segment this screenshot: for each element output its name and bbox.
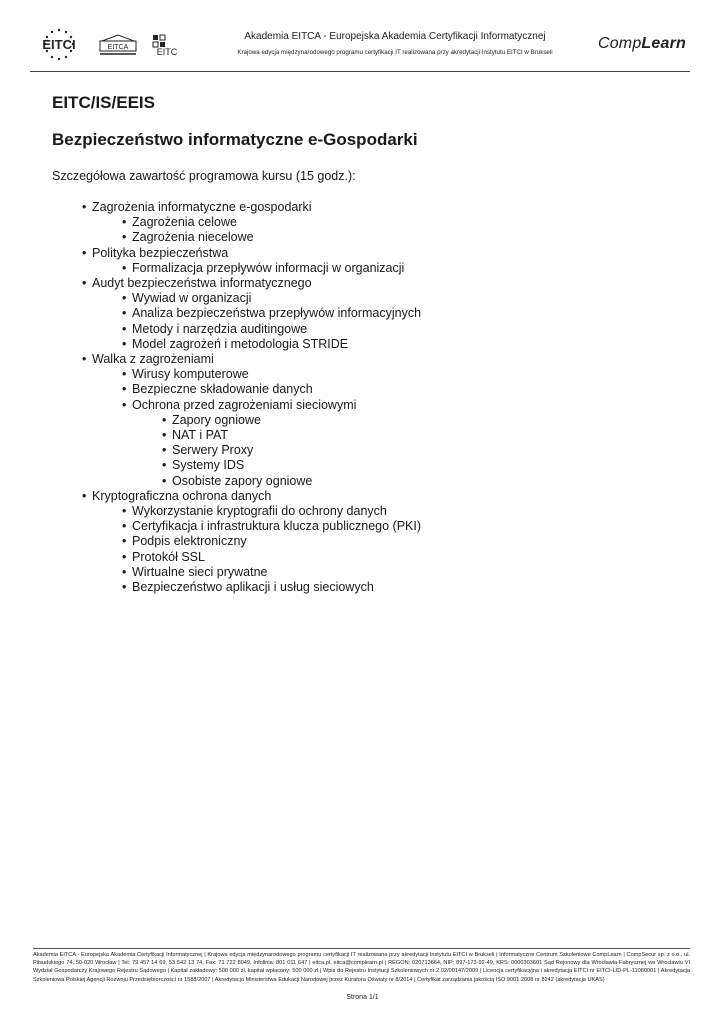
- outline-item: [132, 443, 672, 458]
- bullet-icon: •: [122, 260, 127, 275]
- page-number: Strona 1/1: [346, 994, 379, 1001]
- sub-list: [92, 367, 672, 489]
- sub-list: [92, 215, 672, 245]
- item-label: Bezpieczne składowanie danych: [132, 382, 313, 397]
- item-label: Wirtualne sieci prywatne: [132, 564, 268, 579]
- bullet-icon: •: [122, 215, 127, 230]
- bullet-icon: •: [122, 564, 127, 579]
- header-text: [200, 30, 590, 57]
- outline-section: [52, 246, 672, 276]
- bullet-icon: •: [162, 412, 167, 427]
- item-label: Podpis elektroniczny: [132, 534, 247, 549]
- item-label: Formalizacja przepływów informacji w organizacji: [132, 260, 405, 275]
- section-label: Polityka bezpieczeństwa: [92, 245, 229, 260]
- outline-item: [92, 337, 672, 352]
- main-content: [52, 92, 672, 595]
- footer-divider: [33, 948, 690, 949]
- outline-item: [92, 261, 672, 276]
- brand-part1: Comp: [597, 35, 642, 52]
- bullet-icon: •: [122, 519, 127, 534]
- outline-section: [52, 489, 672, 595]
- header-divider: [30, 71, 690, 72]
- outline-item: [132, 458, 672, 473]
- sub-list: [92, 504, 672, 595]
- bullet-icon: •: [122, 397, 127, 412]
- svg-text:EITCI: EITCI: [42, 37, 76, 52]
- bullet-icon: •: [82, 352, 87, 367]
- item-label: Wywiad w organizacji: [132, 291, 252, 306]
- outline-item: [92, 398, 672, 489]
- sub-list: [92, 261, 672, 276]
- outline-item: [132, 428, 672, 443]
- outline-item: [92, 291, 672, 306]
- eitca-logo-icon: [98, 33, 138, 59]
- outline-item: [92, 215, 672, 230]
- bullet-icon: •: [82, 276, 87, 291]
- item-label: Zagrożenia celowe: [132, 215, 237, 230]
- item-label: Analiza bezpieczeństwa przepływów informacyjnych: [132, 306, 422, 321]
- outline-item: [92, 519, 672, 534]
- item-label: Protokół SSL: [132, 549, 205, 564]
- bullet-icon: •: [122, 534, 127, 549]
- bullet-icon: •: [82, 488, 87, 503]
- item-label: Wirusy komputerowe: [132, 367, 249, 382]
- bullet-icon: •: [162, 458, 167, 473]
- outline-item: [92, 550, 672, 565]
- bullet-icon: •: [122, 291, 127, 306]
- outline-item: [92, 382, 672, 397]
- item-label: Model zagrożeń i metodologia STRIDE: [132, 336, 349, 351]
- outline-item: [92, 504, 672, 519]
- logo-group: [34, 26, 182, 66]
- section-label: Zagrożenia informatyczne e-gospodarki: [92, 200, 312, 214]
- outline-item: [92, 230, 672, 245]
- course-code: EITC/IS/EEIS: [52, 93, 155, 112]
- outline-section: [52, 352, 672, 489]
- item-label: Certyfikacja i infrastruktura klucza publicznego (PKI): [132, 519, 422, 534]
- bullet-icon: •: [122, 504, 127, 519]
- header-title: Akademia EITCA - Europejska Akademia Certyfikacji Informatycznej: [244, 31, 546, 42]
- outline-item: [132, 474, 672, 489]
- outline-section: [52, 276, 672, 352]
- item-label: Ochrona przed zagrożeniami sieciowymi: [132, 397, 357, 412]
- outline-item: [92, 534, 672, 549]
- svg-text:EITCA: EITCA: [107, 44, 129, 51]
- footer-text: Akademia EITCA - Europejska Akademia Certyfikacji Informatycznej | Krajowa edycja międzynarodowego programu certyfikacji IT realizowana przy akredytacji Instytutu EITCI w Brukseli | Informatyczne Centrum Szkoleniowe CompLearn | CompSecur sp. z o.o., ul. Piłsudskiego 74, 50-020 Wrocław | Tel: 79 457 14 69, 53 542 13 74, Fax: 71 722 8049, Infolinia: 801 011 647 | eitca.pl, eitca@complearn.pl | REGON: 020713664, NIP: 897-173-92-49, KRS: 0000303601 Sąd Rejonowy dla Wrocławia-Fabrycznej we Wrocławiu VI Wydział Gospodarczy Krajowego Rejestru Sądowego | Kapitał zakładowy: 500 000 zł, kapitał wpłacony: 500 000 zł | Wpis do Rejestru Instytucji Szkoleniowych nr 2.02/00147/2009 | Licencja certyfikacyjna i akredytacja EITCI nr EITCI-LID-PL-11080001 | Akredytacja Szkoleniowa Polskiej Agencji Rozwoju Przedsiębiorczości nr 1588/2007 | Akredytacja Ministerstwa Edukacji Narodowej przez Kuratora Oświaty nr 8/2014 | Certyfikat zarządzania jakością ISO 9001:2008 nr 8242 (akredytacja UKAS): [33, 952, 690, 983]
- bullet-icon: •: [162, 473, 167, 488]
- course-intro: Szczegółowa zawartość programowa kursu (15 godz.):: [52, 169, 356, 183]
- item-label: Zagrożenia niecelowe: [132, 230, 254, 245]
- outline-item: [132, 413, 672, 428]
- outline-item: [92, 306, 672, 321]
- bullet-icon: •: [82, 245, 87, 260]
- outline-item: [92, 322, 672, 337]
- bullet-icon: •: [162, 443, 167, 458]
- item-label: Bezpieczeństwo aplikacji i usług sieciowych: [132, 580, 374, 595]
- bullet-icon: •: [122, 230, 127, 245]
- complearn-logo: [598, 35, 686, 53]
- sub-list: [92, 291, 672, 352]
- item-label: Osobiste zapory ogniowe: [172, 473, 313, 488]
- bullet-icon: •: [122, 580, 127, 595]
- item-label: Serwery Proxy: [172, 443, 254, 458]
- outline-item: [92, 565, 672, 580]
- outline-item: [92, 580, 672, 595]
- sub-list: [132, 413, 672, 489]
- bullet-icon: •: [122, 549, 127, 564]
- item-label: NAT i PAT: [172, 428, 229, 443]
- item-label: Wykorzystanie kryptografii do ochrony danych: [132, 504, 387, 519]
- bullet-icon: •: [122, 321, 127, 336]
- bullet-icon: •: [122, 306, 127, 321]
- bullet-icon: •: [162, 428, 167, 443]
- item-label: Metody i narzędzia auditingowe: [132, 321, 308, 336]
- bullet-icon: •: [122, 367, 127, 382]
- bullet-icon: •: [82, 200, 87, 214]
- course-title: Bezpieczeństwo informatyczne e-Gospodarki: [52, 130, 418, 149]
- bullet-icon: •: [122, 336, 127, 351]
- bullet-icon: •: [122, 382, 127, 397]
- section-label: Walka z zagrożeniami: [92, 352, 214, 367]
- item-label: Systemy IDS: [172, 458, 245, 473]
- eitci-logo-icon: [34, 27, 84, 65]
- svg-text:EITC: EITC: [156, 47, 178, 57]
- section-label: Audyt bezpieczeństwa informatycznego: [92, 276, 312, 291]
- brand-part2: Learn: [641, 35, 686, 52]
- section-label: Kryptograficzna ochrona danych: [92, 488, 272, 503]
- outline-section: [52, 200, 672, 246]
- outline-item: [92, 367, 672, 382]
- eitc-logo-icon: [152, 33, 182, 59]
- course-outline: [52, 200, 672, 595]
- item-label: Zapory ogniowe: [172, 412, 261, 427]
- page-header: [30, 24, 690, 70]
- header-subtitle: Krajowa edycja międzynarodowego programu certyfikacji IT realizowana przy akredytacji Instytutu EITCI w Brukseli: [237, 49, 553, 56]
